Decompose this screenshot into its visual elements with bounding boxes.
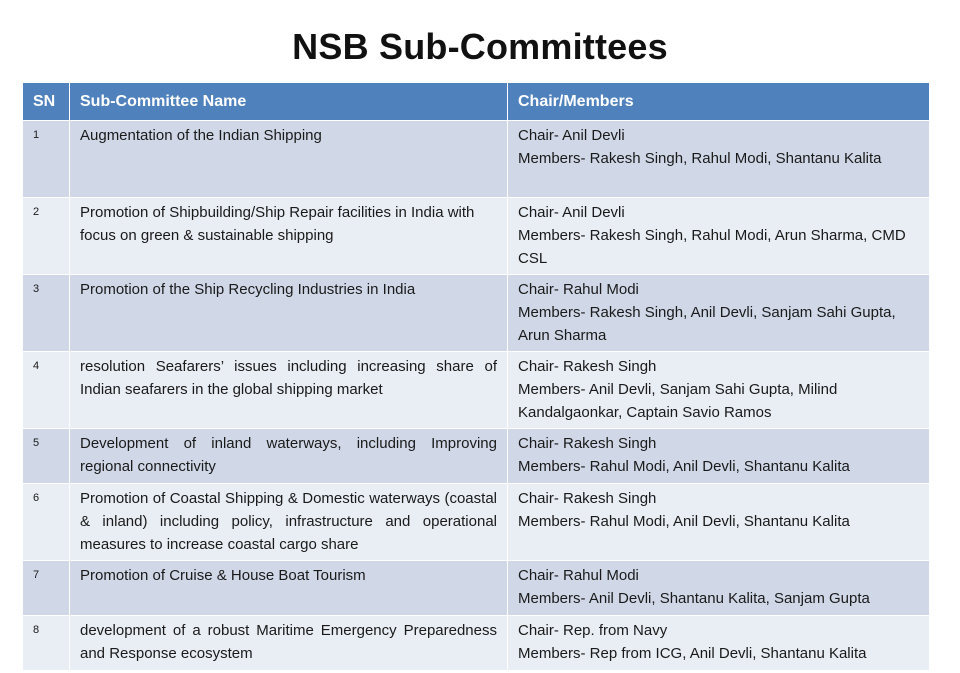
row-sub-committee-name: Promotion of the Ship Recycling Industries in India	[70, 275, 508, 352]
table-row	[23, 352, 930, 429]
row-chair: Chair- Rahul Modi	[518, 281, 639, 298]
row-sn: 8	[23, 616, 70, 671]
row-chair: Chair- Rakesh Singh	[518, 435, 657, 452]
row-chair-members	[508, 275, 930, 352]
table-row	[23, 198, 930, 275]
row-chair: Chair- Anil Devli	[518, 204, 625, 221]
column-header-chair-members: Chair/Members	[508, 83, 930, 121]
row-sn: 5	[23, 429, 70, 484]
row-members: Members- Anil Devli, Sanjam Sahi Gupta, Milind Kandalgaonkar, Captain Savio Ramos	[518, 381, 838, 421]
row-members: Members- Rakesh Singh, Rahul Modi, Arun Sharma, CMD CSL	[518, 227, 906, 267]
table-row	[23, 484, 930, 561]
row-sub-committee-name: Promotion of Coastal Shipping & Domestic waterways (coastal & inland) including policy, infrastructure and operational measures to increase coastal cargo share	[70, 484, 508, 561]
row-members: Members- Anil Devli, Shantanu Kalita, Sanjam Gupta	[518, 590, 870, 607]
row-sub-committee-name: Development of inland waterways, including Improving regional connectivity	[70, 429, 508, 484]
row-chair-members	[508, 484, 930, 561]
table-row	[23, 429, 930, 484]
row-chair-members	[508, 429, 930, 484]
row-sn: 3	[23, 275, 70, 352]
row-chair-members	[508, 616, 930, 671]
row-chair: Chair- Rakesh Singh	[518, 358, 657, 375]
row-sub-committee-name: Augmentation of the Indian Shipping	[70, 121, 508, 198]
row-chair-members	[508, 352, 930, 429]
row-chair: Chair- Anil Devli	[518, 127, 625, 144]
row-members: Members- Rahul Modi, Anil Devli, Shantanu Kalita	[518, 458, 850, 475]
row-sn: 4	[23, 352, 70, 429]
row-sn: 7	[23, 561, 70, 616]
row-chair: Chair- Rakesh Singh	[518, 490, 657, 507]
row-chair: Chair- Rep. from Navy	[518, 622, 668, 639]
column-header-sn: SN	[23, 83, 70, 121]
table-row	[23, 561, 930, 616]
row-sub-committee-name: development of a robust Maritime Emergency Preparedness and Response ecosystem	[70, 616, 508, 671]
row-sn: 6	[23, 484, 70, 561]
row-members: Members- Rep from ICG, Anil Devli, Shantanu Kalita	[518, 645, 867, 662]
row-chair-members	[508, 561, 930, 616]
row-members: Members- Rahul Modi, Anil Devli, Shantanu Kalita	[518, 513, 850, 530]
row-chair-members	[508, 198, 930, 275]
row-sn: 1	[23, 121, 70, 198]
row-members: Members- Rakesh Singh, Anil Devli, Sanjam Sahi Gupta, Arun Sharma	[518, 304, 896, 344]
sub-committee-table	[22, 82, 930, 671]
row-sub-committee-name: Promotion of Cruise & House Boat Tourism	[70, 561, 508, 616]
table-row	[23, 275, 930, 352]
column-header-name: Sub-Committee Name	[70, 83, 508, 121]
row-sn: 2	[23, 198, 70, 275]
row-chair-members	[508, 121, 930, 198]
row-sub-committee-name: resolution Seafarers’ issues including increasing share of Indian seafarers in the global shipping market	[70, 352, 508, 429]
table-row	[23, 616, 930, 671]
row-sub-committee-name: Promotion of Shipbuilding/Ship Repair facilities in India with focus on green & sustainable shipping	[70, 198, 508, 275]
table-row	[23, 121, 930, 198]
row-members: Members- Rakesh Singh, Rahul Modi, Shantanu Kalita	[518, 150, 882, 167]
table-header-row	[23, 83, 930, 121]
page-title: NSB Sub-Committees	[292, 26, 668, 67]
row-chair: Chair- Rahul Modi	[518, 567, 639, 584]
